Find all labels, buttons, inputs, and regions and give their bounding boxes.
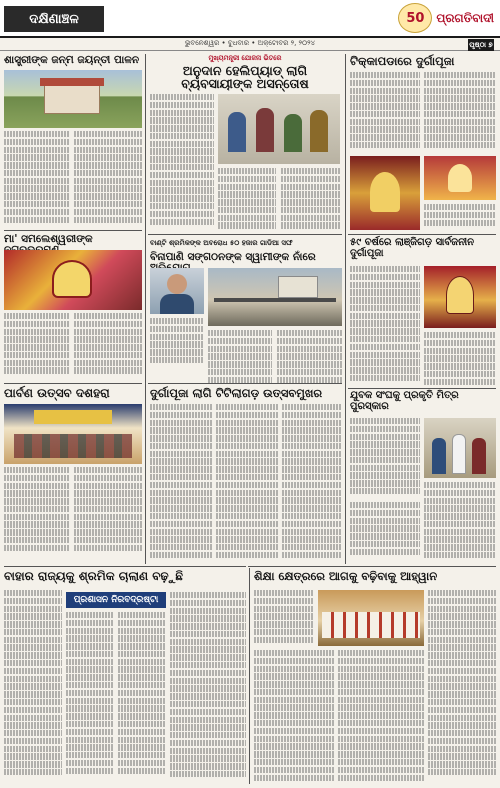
story-11-body-d bbox=[338, 650, 424, 782]
story-9-body-a bbox=[350, 418, 420, 498]
story-7-body-a bbox=[4, 467, 70, 559]
story-4-body-a bbox=[4, 313, 70, 379]
story-1-body-b bbox=[74, 131, 142, 227]
page-number: ପୃଷ୍ଠା ୭ bbox=[469, 41, 493, 49]
story-1-headline: ଶାସ୍ତ୍ରୀଙ୍କ ଜନ୍ମ ଜୟନ୍ତୀ ପାଳନ bbox=[4, 54, 140, 66]
story-9-body-c bbox=[350, 502, 420, 560]
story-5-strap: ବାଣ୍ଟି ଶ୍ରମିକଙ୍କ ଅବରୋଧ ୫୦ ହଜାର ଗାଡିଆ ସଙ୍ଘ bbox=[150, 239, 293, 247]
story-3-body-a bbox=[350, 72, 420, 152]
story-10-body-a bbox=[4, 590, 62, 782]
story-11-headline: ଶିକ୍ଷା କ୍ଷେତ୍ରରେ ଆଗକୁ ବଢ଼ିବାକୁ ଆହ୍ୱାନ bbox=[254, 569, 438, 583]
story-5-body-b bbox=[208, 330, 272, 380]
anniversary-badge-icon: 50 bbox=[398, 3, 432, 33]
story-6-body-a bbox=[350, 266, 420, 384]
story-8-body-a bbox=[150, 404, 212, 562]
story-3-photo-a bbox=[350, 156, 420, 230]
story-1-body-a bbox=[4, 131, 70, 227]
masthead bbox=[0, 0, 500, 38]
story-1-photo bbox=[4, 70, 142, 128]
story-11-photo bbox=[318, 590, 424, 646]
story-9-photo bbox=[424, 418, 496, 478]
story-6-photo bbox=[424, 266, 496, 328]
story-10-headline: ବାହାର ରାଜ୍ୟକୁ ଶ୍ରମିକ ଚାଲାଣ ବଢ଼ୁଛି bbox=[4, 569, 183, 583]
story-10-inset-box: ପ୍ରଶାସନ ନିରବଦ୍ରଷ୍ଟା bbox=[66, 592, 166, 608]
story-5-body-c bbox=[277, 330, 342, 380]
brand-name: ପ୍ରଗତିବାଦୀ bbox=[436, 10, 494, 25]
story-5-photo-site bbox=[208, 268, 342, 326]
story-8-body-b bbox=[216, 404, 278, 562]
story-7-headline: ପାର୍ବଣ ଉତ୍ସବ ଦଶହରା bbox=[4, 386, 110, 400]
story-8-body-c bbox=[282, 404, 342, 562]
story-3-body-c bbox=[424, 204, 496, 230]
story-11-body-a bbox=[254, 590, 314, 646]
story-6-body-b bbox=[424, 332, 496, 384]
story-4-headline: ମା' ସମଲେଶ୍ୱରୀଙ୍କ bbox=[4, 233, 93, 245]
story-3-photo-b bbox=[424, 156, 496, 200]
story-2-body-a bbox=[150, 94, 214, 230]
story-10-body-c bbox=[118, 612, 166, 782]
story-2-photo bbox=[218, 94, 340, 164]
story-3-body-b bbox=[424, 72, 496, 152]
story-2-headline: ଅନୁଦାନ ହେଲିପ୍ୟାଡ୍ ଲାଗି ବ୍ୟବସାୟୀଙ୍କ ଅସନ୍ତୋଷ bbox=[181, 63, 309, 92]
section-title: ଦକ୍ଷିଣାଞ୍ଚଳ bbox=[4, 6, 104, 32]
story-10-body-d bbox=[170, 592, 246, 782]
dateline: ଭୁବନେଶ୍ୱର • ବୁଧବାର • ଅକ୍ଟୋବର ୨, ୨୦୨୪ bbox=[0, 39, 500, 51]
story-11-body-b bbox=[428, 590, 496, 782]
story-2-body-c bbox=[281, 168, 340, 230]
story-5-headline: ବିନାପାଣି ସଙ୍ଗଠନଙ୍କ ସ୍ୱାମୀଙ୍କ ନାଁରେ bbox=[150, 251, 316, 263]
story-5-photo-portrait bbox=[150, 268, 204, 314]
story-9-body-b bbox=[424, 482, 496, 560]
story-8-headline: ଦୁର୍ଗାପୂଜା ଲାଗି ଟିଟିଲାଗଡ଼ ଉତ୍ସବମୁଖର bbox=[150, 386, 323, 400]
story-7-photo bbox=[4, 404, 142, 464]
story-9-headline: ଯୁବକ ସଂଘକୁ ପ୍ରକୃତି ମିତ୍ର ପୁରସ୍କାର bbox=[350, 390, 459, 412]
story-7-body-b bbox=[74, 467, 142, 559]
story-6-headline: ୫୯ ବର୍ଷରେ ଲାଞ୍ଜିଗଡ଼ ସାର୍ବଜନୀନ ଦୁର୍ଗାପୂଜା bbox=[350, 237, 475, 259]
story-4-body-b bbox=[74, 313, 142, 379]
story-3-headline: ଟିକ୍କାପଡାରେ ଦୁର୍ଗାପୂଜା bbox=[350, 54, 455, 68]
story-11-body-c bbox=[254, 650, 334, 782]
story-2-body-b bbox=[218, 168, 276, 230]
story-4-photo bbox=[4, 250, 142, 310]
newspaper-logo bbox=[398, 3, 494, 33]
story-10-body-b bbox=[66, 612, 114, 782]
story-5-body-a bbox=[150, 318, 204, 364]
story-2-strap: ମୁଖ୍ୟମନ୍ତ୍ରୀ ଯୋଜନା ଭିତରେ bbox=[208, 54, 282, 62]
